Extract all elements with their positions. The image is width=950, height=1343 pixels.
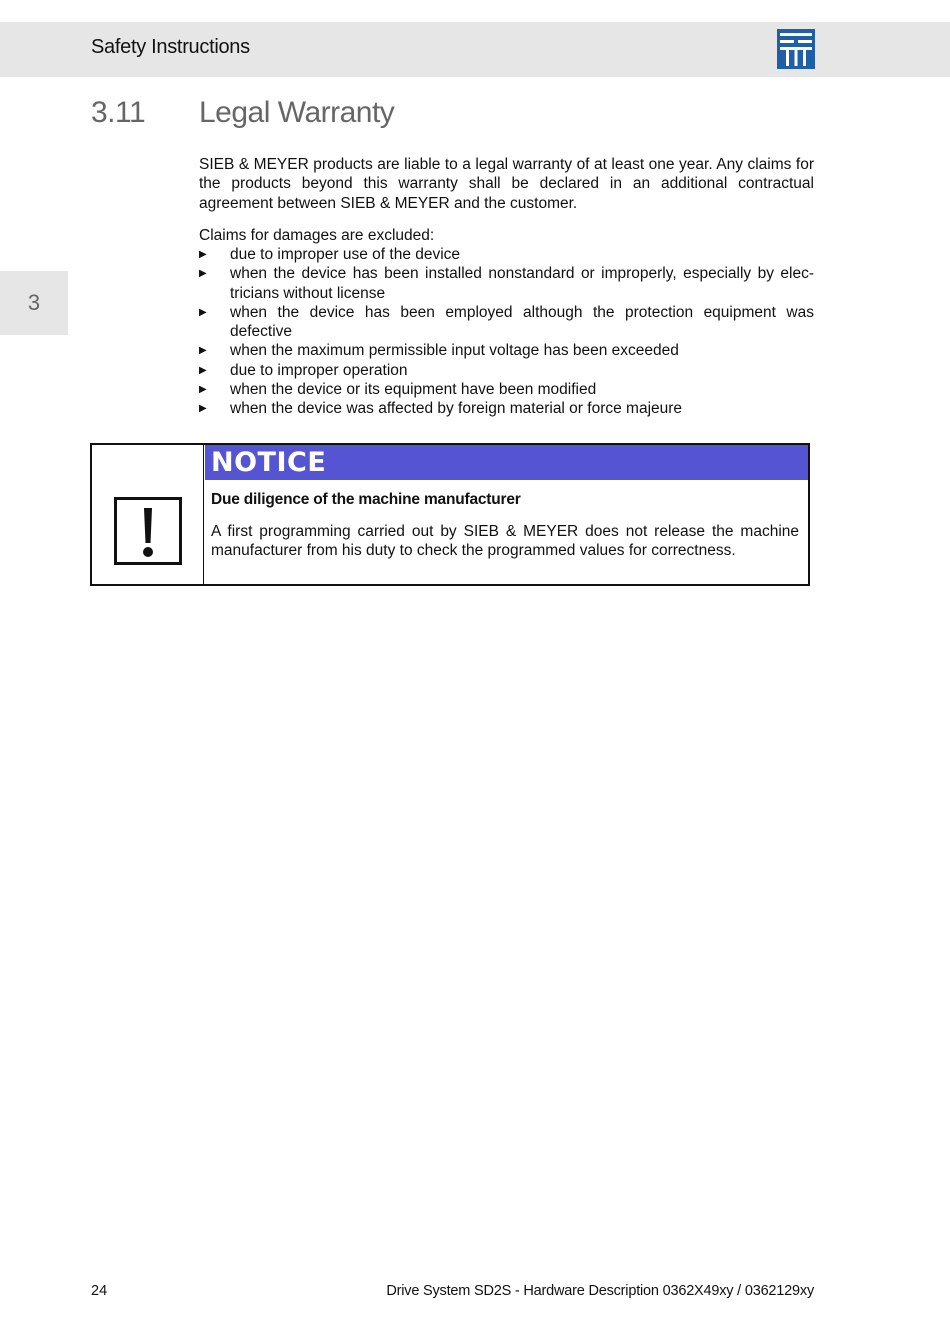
notice-icon-cell	[92, 445, 204, 584]
chapter-tab: 3	[0, 271, 68, 335]
list-item: ▶ when the device was affected by foreign material or force majeure	[199, 400, 683, 418]
list-item: ▶ due to improper operation	[199, 361, 408, 379]
notice-box	[90, 443, 810, 586]
bullet-icon: ▶	[199, 364, 207, 376]
bullet-icon: ▶	[199, 403, 207, 415]
header-title: Safety Instructions	[91, 36, 250, 58]
notice-subtitle: Due diligence of the machine manufacturer	[211, 491, 521, 508]
notice-text: A first programming carried out by SIEB & MEYER does not release the machine manufacturer from his duty to check the programmed values for correctness.	[211, 523, 799, 560]
exclamation-warning-icon	[114, 497, 182, 565]
list-item: ▶ when the maximum permissible input voltage has been exceeded	[199, 342, 679, 360]
list-item: ▶ due to improper use of the device	[199, 246, 461, 263]
list-item: ▶ when the device has been installed nonstandard or improperly, especially by electricians without license	[199, 265, 814, 302]
notice-label: NOTICE	[205, 445, 808, 480]
list-item: ▶ when the device has been employed although the protection equipment was defective	[199, 303, 814, 341]
bullet-icon: ▶	[199, 306, 207, 318]
warranty-paragraph: SIEB & MEYER products are liable to a legal warranty of at least one year. Any claims for the products beyond this warranty shall be declared in an additional contractual agreement between SIEB & MEYER and the customer.	[199, 156, 814, 212]
list-item: ▶ when the device or its equipment have been modified	[199, 381, 597, 399]
bullet-icon: ▶	[199, 345, 207, 357]
bullet-icon: ▶	[199, 268, 207, 280]
claims-intro: Claims for damages are excluded:	[199, 227, 435, 244]
sieb-meyer-logo-icon	[777, 29, 815, 69]
page-number: 24	[91, 1283, 108, 1299]
bullet-icon: ▶	[199, 384, 207, 396]
section-number: 3.11	[91, 96, 146, 129]
section-title: Legal Warranty	[199, 96, 395, 129]
bullet-icon: ▶	[199, 249, 207, 260]
footer-document-title: Drive System SD2S - Hardware Description 0362X49xy / 0362129xy	[386, 1283, 814, 1299]
claims-list	[199, 245, 814, 419]
